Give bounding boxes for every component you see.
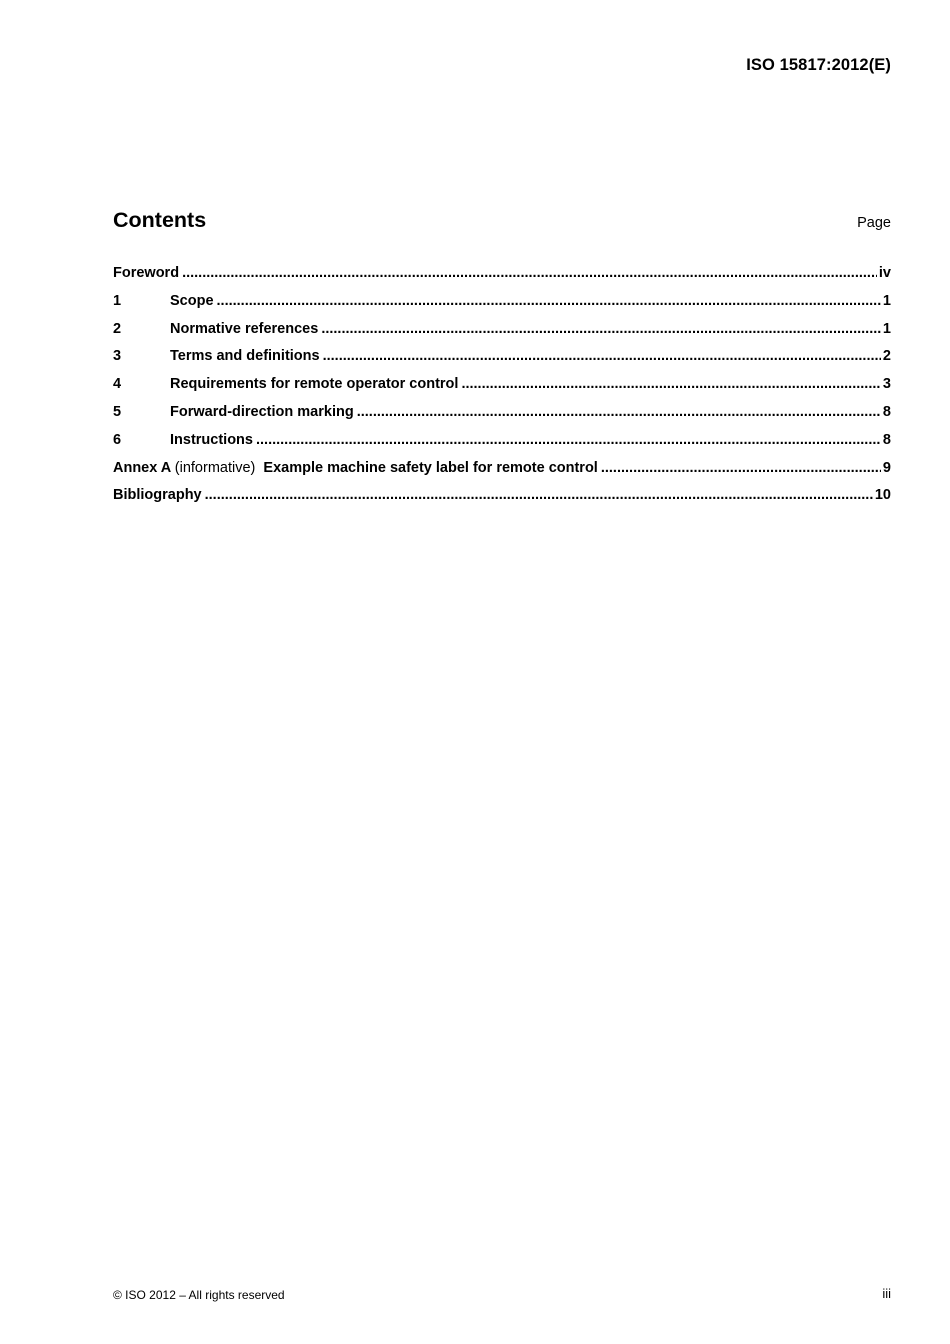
toc-entry-title: Requirements for remote operator control: [170, 376, 459, 393]
toc-entry-title: Foreword: [113, 265, 180, 281]
toc-entry-page: 8: [882, 403, 891, 420]
document-id: ISO 15817:2012(E): [746, 56, 891, 74]
toc-entry-foreword[interactable]: [113, 265, 891, 293]
toc-leader-dots: [217, 293, 881, 309]
toc-entry-page: 2: [882, 348, 891, 365]
toc-entry-title: Instructions: [170, 431, 253, 448]
toc-entry-number: 3: [113, 348, 122, 365]
footer-copyright: © ISO 2012 – All rights reserved: [113, 1288, 285, 1302]
annex-note: (informative): [174, 459, 256, 476]
toc-entry-title: Scope: [170, 292, 214, 309]
toc-entry-number: 4: [113, 376, 122, 393]
toc-leader-dots: [182, 265, 877, 281]
toc-entry-bibliography[interactable]: [113, 487, 891, 515]
toc-entry-number: 6: [113, 431, 122, 448]
toc-entry-title: Bibliography: [113, 487, 202, 504]
toc-leader-dots: [461, 376, 880, 392]
toc-entry-title: Terms and definitions: [170, 348, 320, 365]
toc-leader-dots: [321, 321, 881, 337]
table-of-contents: [113, 265, 891, 515]
toc-entry-title: Forward-direction marking: [170, 403, 354, 420]
toc-entry-page: 1: [882, 292, 891, 309]
toc-entry-requirements[interactable]: [113, 376, 891, 404]
toc-entry-page: 10: [874, 487, 891, 504]
toc-entry-number: 1: [113, 292, 122, 309]
toc-entry-annex-a[interactable]: [113, 460, 891, 488]
contents-header: [113, 208, 891, 238]
toc-leader-dots: [323, 348, 881, 364]
toc-entry-page: 9: [882, 459, 891, 476]
toc-leader-dots: [601, 460, 881, 476]
toc-entry-title: Normative references: [170, 320, 319, 337]
toc-leader-dots: [256, 432, 881, 448]
toc-entry-number: 2: [113, 320, 122, 337]
contents-title: Contents: [113, 208, 207, 232]
toc-leader-dots: [357, 404, 881, 420]
toc-entry-page: iv: [878, 265, 891, 281]
toc-entry-page: 8: [882, 431, 891, 448]
page-column-label: Page: [857, 215, 891, 231]
footer-page-number: iii: [882, 1286, 891, 1301]
annex-title: Example machine safety label for remote control: [263, 459, 598, 476]
toc-entry-scope[interactable]: [113, 293, 891, 321]
toc-entry-page: 1: [882, 320, 891, 337]
toc-entry-page: 3: [882, 376, 891, 393]
toc-leader-dots: [205, 487, 873, 503]
toc-entry-title: [113, 460, 598, 476]
toc-entry-number: 5: [113, 403, 122, 420]
toc-entry-terms-and-definitions[interactable]: [113, 348, 891, 376]
annex-label: Annex A: [113, 459, 171, 476]
toc-entry-normative-references[interactable]: [113, 321, 891, 349]
toc-entry-instructions[interactable]: [113, 432, 891, 460]
toc-entry-forward-direction-marking[interactable]: [113, 404, 891, 432]
